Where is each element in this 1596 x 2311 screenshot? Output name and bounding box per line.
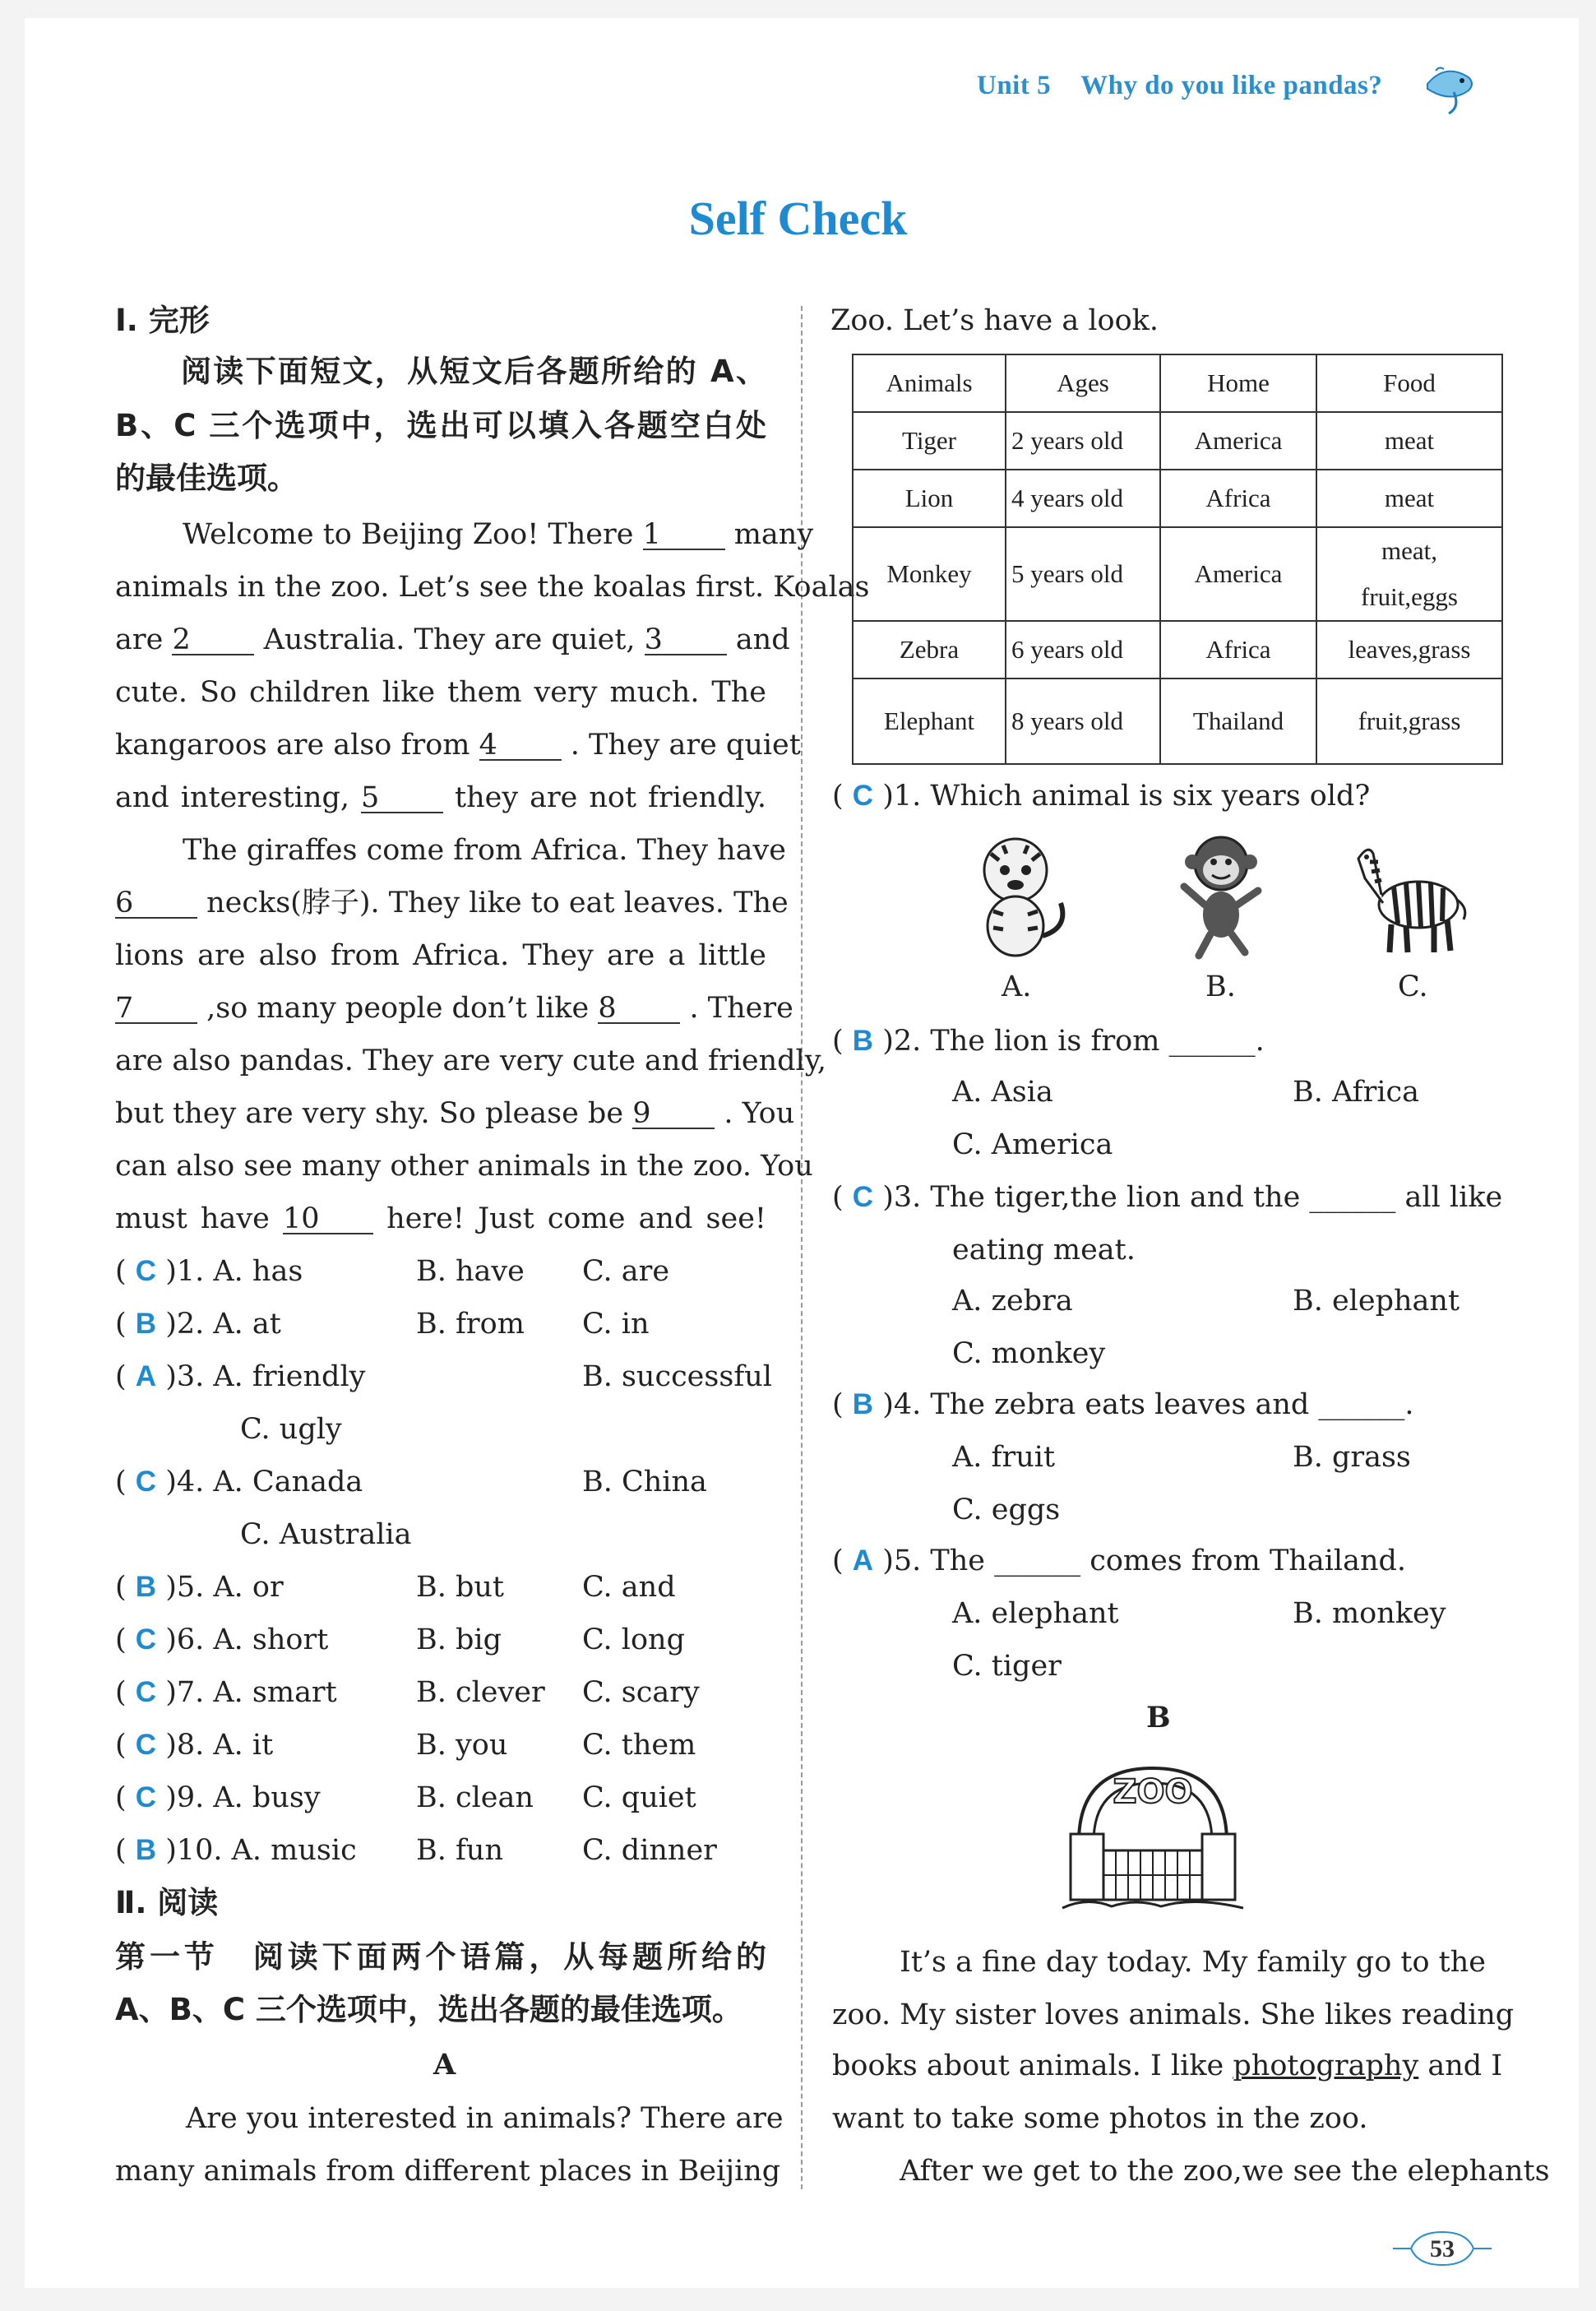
table-cell: Elephant: [853, 678, 1006, 764]
passage-text: here! Just come and see!: [386, 1202, 766, 1235]
answer-bracket: ( B ): [115, 1308, 177, 1341]
unit-title: Why do you like pandas?: [1080, 71, 1383, 100]
instruction-line: 阅读下面短文，从短文后各题所给的 A、: [181, 354, 766, 389]
answer-bracket: ( B ): [832, 1388, 894, 1421]
table-header-cell: Animals: [853, 354, 1006, 412]
question-text: 1. Which animal is six years old?: [893, 780, 1371, 813]
question-number: 10.: [176, 1834, 223, 1867]
passage-line: [115, 992, 793, 1025]
option-c: C.: [1398, 970, 1428, 1003]
table-cell: 4 years old: [1006, 470, 1160, 527]
blank-10: 10: [283, 1205, 373, 1234]
option-b: B. big: [416, 1623, 502, 1656]
question-text: 3. The tiger,the lion and the ______ all like: [893, 1181, 1503, 1214]
answer-bracket: ( C ): [115, 1781, 177, 1814]
passage-line: zoo. My sister loves animals. She likes reading: [832, 1998, 1515, 2031]
option-b: B. clean: [416, 1781, 534, 1814]
question-8: [115, 1729, 273, 1762]
question-number: 4.: [176, 1466, 205, 1498]
table-row: [853, 621, 1502, 678]
part-label: B: [1146, 1701, 1171, 1734]
blank-4: 4: [479, 731, 562, 761]
answer-bracket: ( C ): [115, 1623, 177, 1656]
passage-text: can also see many other animals in the zoo. You: [115, 1150, 813, 1183]
option-c: C. quiet: [582, 1781, 696, 1814]
blank-5: 5: [361, 784, 443, 813]
answer-bracket: ( C ): [115, 1729, 177, 1762]
section-heading: Ⅱ. 阅读: [115, 1885, 219, 1920]
option-a: A. or: [213, 1571, 284, 1604]
answer-letter: C: [135, 1781, 157, 1813]
table-cell: meat, fruit,eggs: [1316, 527, 1502, 621]
table-cell: fruit,grass: [1316, 678, 1502, 764]
passage-line: [115, 1097, 795, 1130]
passage-line: [183, 518, 814, 551]
passage-text: cute. So children like them very much. The: [115, 676, 766, 709]
question-number: 1.: [176, 1255, 205, 1288]
option-c: C. America: [952, 1128, 1113, 1161]
passage-line: [115, 1044, 826, 1077]
passage-line: Are you interested in animals? There are: [186, 2102, 784, 2135]
table-cell: Lion: [853, 470, 1006, 527]
passage-text: . They are quiet: [570, 729, 801, 762]
answer-bracket: ( C ): [115, 1466, 177, 1498]
question-10: [115, 1834, 357, 1867]
table-header-cell: Home: [1160, 354, 1316, 412]
blank-6: 6: [115, 889, 197, 919]
table-cell: Tiger: [853, 412, 1006, 470]
passage-line: [115, 887, 789, 919]
table-cell: America: [1160, 527, 1316, 621]
table-row: [853, 527, 1502, 621]
blank-7: 7: [115, 994, 197, 1024]
passage-line: [115, 676, 766, 709]
passage-text: are also pandas. They are very cute and friendly,: [115, 1044, 826, 1077]
table-cell: meat: [1316, 470, 1502, 527]
option-c: C. eggs: [952, 1494, 1061, 1526]
answer-bracket: ( C ): [832, 1181, 894, 1214]
passage-text: many: [733, 518, 814, 551]
page-number-badge: [1393, 2227, 1492, 2268]
table-cell: 8 years old: [1006, 678, 1160, 764]
page-number: 53: [1430, 2235, 1455, 2262]
question-r1: [832, 780, 1370, 813]
option-c: C. tiger: [952, 1650, 1062, 1683]
option-a: A. friendly: [213, 1360, 366, 1393]
option-a: A. Canada: [213, 1466, 363, 1498]
question-number: 7.: [176, 1676, 205, 1709]
option-b: B. have: [416, 1255, 525, 1288]
answer-letter: A: [852, 1545, 874, 1577]
question-2: [115, 1308, 281, 1341]
underlined-word: photography: [1233, 2049, 1419, 2082]
option-b: B. monkey: [1293, 1597, 1446, 1630]
zoo-gate-picture: [1054, 1752, 1251, 1916]
passage-line: [115, 571, 870, 604]
running-header: [977, 71, 1382, 101]
option-c: C. scary: [582, 1676, 700, 1709]
passage-text: . You: [724, 1097, 795, 1130]
answer-bracket: ( A ): [832, 1545, 894, 1577]
question-number: 5.: [176, 1571, 205, 1604]
option-b: B. you: [416, 1729, 508, 1762]
table-cell: Zebra: [853, 621, 1006, 678]
table-header-row: [853, 354, 1502, 412]
option-b: B. grass: [1293, 1441, 1411, 1474]
table-cell: Africa: [1160, 621, 1316, 678]
question-text-cont: eating meat.: [952, 1234, 1136, 1267]
option-a: A. at: [213, 1308, 281, 1341]
passage-text: The giraffes come from Africa. They have: [183, 834, 787, 867]
passage-line: [183, 834, 787, 867]
option-c: C. are: [582, 1255, 670, 1288]
answer-letter: C: [852, 1181, 874, 1213]
option-b: B. clever: [416, 1676, 545, 1709]
passage-line: [115, 1202, 766, 1235]
zebra-picture: [1349, 829, 1472, 961]
table-cell: Monkey: [853, 527, 1006, 621]
answer-letter: C: [135, 1676, 157, 1708]
table-cell: 6 years old: [1006, 621, 1160, 678]
table-row: [853, 470, 1502, 527]
answer-letter: B: [135, 1834, 157, 1866]
option-b: B. successful: [582, 1360, 773, 1393]
passage-text: lions are also from Africa. They are a little: [115, 939, 766, 972]
answer-letter: C: [135, 1466, 157, 1498]
question-4: [115, 1466, 363, 1498]
option-a: A. has: [213, 1255, 303, 1288]
option-a: A. elephant: [952, 1597, 1119, 1630]
table-cell: Thailand: [1160, 678, 1316, 764]
passage-text: animals in the zoo. Let’s see the koalas first. Koalas: [115, 571, 870, 604]
zoo-sign-text: ZOO: [1113, 1773, 1193, 1811]
instruction-line: 的最佳选项。: [115, 461, 298, 496]
passage-line: books about animals. I like photography and I: [832, 2049, 1503, 2082]
passage-line: many animals from different places in Beijing: [115, 2155, 781, 2188]
table-cell: leaves,grass: [1316, 621, 1502, 678]
option-b: B.: [1205, 970, 1236, 1003]
passage-text: they are not friendly.: [455, 781, 766, 814]
question-text: 4. The zebra eats leaves and ______.: [893, 1388, 1414, 1421]
question-r2: [832, 1025, 1265, 1058]
answer-bracket: ( B ): [832, 1025, 894, 1058]
answer-letter: B: [852, 1025, 874, 1057]
passage-line: [115, 1150, 813, 1183]
table-cell: 2 years old: [1006, 412, 1160, 470]
option-b: B. from: [416, 1308, 525, 1341]
answer-bracket: ( C ): [832, 780, 894, 813]
option-b: B. fun: [416, 1834, 504, 1867]
instruction-line: A、B、C 三个选项中，选出各题的最佳选项。: [115, 1992, 742, 2027]
passage-line: After we get to the zoo,we see the elephants: [900, 2155, 1550, 2188]
answer-letter: C: [135, 1255, 157, 1287]
option-a: A. smart: [213, 1676, 337, 1709]
answer-letter: B: [135, 1571, 157, 1603]
answer-bracket: ( B ): [115, 1571, 177, 1604]
option-a: A. zebra: [952, 1285, 1073, 1318]
blank-3: 3: [645, 626, 727, 655]
passage-text: are: [115, 623, 164, 656]
answer-letter: C: [135, 1729, 157, 1761]
question-number: 8.: [176, 1729, 205, 1762]
blank-8: 8: [598, 994, 680, 1024]
passage-line: Zoo. Let’s have a look.: [830, 304, 1159, 337]
passage-text: Welcome to Beijing Zoo! There: [183, 518, 634, 551]
question-text: 2. The lion is from ______.: [893, 1025, 1265, 1058]
question-7: [115, 1676, 337, 1709]
question-number: 3.: [176, 1360, 205, 1393]
table-cell: 5 years old: [1006, 527, 1160, 621]
blank-1: 1: [643, 521, 725, 550]
table-header-cell: Ages: [1006, 354, 1160, 412]
passage-text: Australia. They are quiet,: [263, 623, 636, 656]
part-label: A: [433, 2048, 456, 2082]
passage-line: [115, 729, 801, 762]
option-c: C. and: [582, 1571, 676, 1604]
passage-line: want to take some photos in the zoo.: [832, 2102, 1368, 2135]
option-a: A. Asia: [952, 1076, 1053, 1109]
option-b: B. China: [582, 1466, 707, 1498]
question-text: 5. The ______ comes from Thailand.: [893, 1545, 1407, 1577]
option-b: B. Africa: [1293, 1076, 1419, 1109]
passage-line: [115, 623, 790, 656]
blank-2: 2: [172, 626, 254, 655]
unit-label: Unit 5: [977, 71, 1052, 100]
passage-line: [115, 781, 766, 814]
question-3: [115, 1360, 365, 1393]
question-number: 2.: [176, 1308, 205, 1341]
answer-letter: C: [852, 780, 874, 812]
answer-bracket: ( C ): [115, 1676, 177, 1709]
passage-line: [115, 939, 766, 972]
answer-letter: C: [135, 1623, 157, 1656]
animal-table: [852, 354, 1503, 765]
answer-letter: A: [135, 1360, 157, 1392]
option-c: C. monkey: [952, 1337, 1106, 1370]
question-number: 6.: [176, 1623, 205, 1656]
question-r5: [832, 1545, 1406, 1577]
question-r3: [832, 1181, 1502, 1214]
question-r4: [832, 1388, 1414, 1421]
table-row: [853, 678, 1502, 764]
question-6: [115, 1623, 328, 1656]
passage-text: kangaroos are also from: [115, 729, 470, 762]
option-c: C. in: [582, 1308, 650, 1341]
option-a: A. fruit: [952, 1441, 1056, 1474]
passage-text: ,so many people don’t like: [206, 992, 590, 1025]
answer-bracket: ( C ): [115, 1255, 177, 1288]
answer-bracket: ( A ): [115, 1360, 177, 1393]
instruction-line: B、C 三个选项中，选出可以填入各题空白处: [115, 408, 766, 443]
tiger-picture: [954, 829, 1077, 961]
question-1: [115, 1255, 303, 1288]
page-title: Self Check: [688, 192, 908, 245]
option-a: A. busy: [213, 1781, 321, 1814]
blank-9: 9: [632, 1100, 715, 1129]
option-a: A. it: [213, 1729, 274, 1762]
option-c: C. long: [582, 1623, 685, 1656]
instruction-line: 第一节 阅读下面两个语篇，从每题所给的: [115, 1939, 766, 1975]
table-cell: meat: [1316, 412, 1502, 470]
answer-bracket: ( B ): [115, 1834, 177, 1867]
table-cell: Africa: [1160, 470, 1316, 527]
passage-text: necks(脖子). They like to eat leaves. The: [206, 887, 789, 919]
fish-icon: [1421, 59, 1478, 115]
passage-text: must have: [115, 1202, 270, 1235]
passage-line: It’s a fine day today. My family go to the: [900, 1946, 1486, 1979]
passage-text: but they are very shy. So please be: [115, 1097, 624, 1130]
option-b: B. elephant: [1293, 1285, 1460, 1318]
passage-text: and interesting,: [115, 781, 350, 814]
question-5: [115, 1571, 284, 1604]
option-a: A.: [1002, 970, 1032, 1003]
answer-letter: B: [135, 1308, 157, 1340]
table-row: [853, 412, 1502, 470]
question-number: 9.: [176, 1781, 205, 1814]
option-c: C. Australia: [240, 1518, 412, 1551]
option-c: C. them: [582, 1729, 696, 1762]
question-9: [115, 1781, 321, 1814]
table-cell: America: [1160, 412, 1316, 470]
monkey-picture: [1159, 829, 1283, 961]
passage-text: . There: [689, 992, 793, 1025]
option-c: C. ugly: [240, 1413, 342, 1446]
option-b: B. but: [416, 1571, 504, 1604]
section-heading: Ⅰ. 完形: [115, 303, 210, 338]
option-c: C. dinner: [582, 1834, 717, 1867]
passage-text: and: [735, 623, 790, 656]
option-a: A. music: [231, 1834, 357, 1867]
option-a: A. short: [213, 1623, 329, 1656]
answer-letter: B: [852, 1388, 874, 1420]
table-header-cell: Food: [1316, 354, 1502, 412]
